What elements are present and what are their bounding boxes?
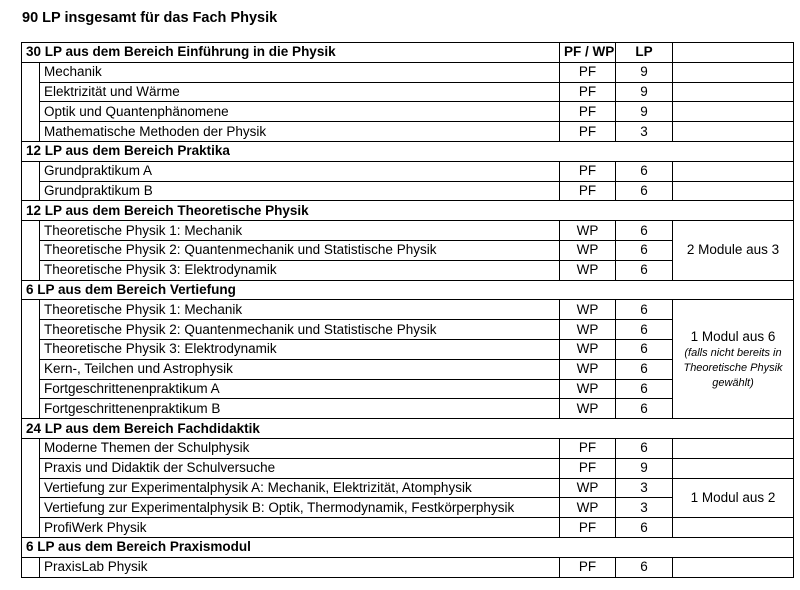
module-name: Theoretische Physik 3: Elektrodynamik: [40, 260, 560, 280]
section-header-row: [22, 280, 794, 300]
section-header-row: [22, 419, 794, 439]
module-type: WP: [560, 320, 616, 340]
module-name: PraxisLab Physik: [40, 557, 560, 577]
module-type: PF: [560, 181, 616, 201]
module-lp: 3: [616, 122, 673, 142]
section-title: 24 LP aus dem Bereich Fachdidaktik: [22, 419, 794, 439]
module-type: PF: [560, 557, 616, 577]
table-row: [22, 122, 794, 142]
module-type: PF: [560, 518, 616, 538]
module-type: WP: [560, 221, 616, 241]
module-type: WP: [560, 399, 616, 419]
module-type: WP: [560, 478, 616, 498]
module-type: PF: [560, 458, 616, 478]
module-name: Theoretische Physik 3: Elektrodynamik: [40, 339, 560, 359]
module-type: WP: [560, 339, 616, 359]
section-header-row: [22, 201, 794, 221]
module-lp: 6: [616, 320, 673, 340]
section-title: 12 LP aus dem Bereich Theoretische Physik: [22, 201, 794, 221]
module-type: PF: [560, 62, 616, 82]
module-lp: 6: [616, 161, 673, 181]
section-header-row: [22, 141, 794, 161]
table-row: [22, 221, 794, 241]
module-type: WP: [560, 359, 616, 379]
module-type: PF: [560, 122, 616, 142]
module-type: PF: [560, 102, 616, 122]
module-name: Mathematische Methoden der Physik: [40, 122, 560, 142]
module-lp: 6: [616, 339, 673, 359]
module-type: WP: [560, 240, 616, 260]
module-name: Grundpraktikum A: [40, 161, 560, 181]
section-title: 6 LP aus dem Bereich Praxismodul: [22, 537, 794, 557]
module-type: WP: [560, 260, 616, 280]
page-title: 90 LP insgesamt für das Fach Physik: [22, 10, 278, 26]
table-row: [22, 181, 794, 201]
module-name: Elektrizität und Wärme: [40, 82, 560, 102]
table-row: [22, 300, 794, 320]
table-row: [22, 62, 794, 82]
module-name: Optik und Quantenphänomene: [40, 102, 560, 122]
module-type: PF: [560, 438, 616, 458]
selection-note-detail: (falls nicht bereits in Theoretische Physik gewählt): [683, 346, 783, 389]
table-row: [22, 478, 794, 498]
module-name: Vertiefung zur Experimentalphysik A: Mechanik, Elektrizität, Atomphysik: [40, 478, 560, 498]
module-name: Fortgeschrittenenpraktikum A: [40, 379, 560, 399]
module-name: Theoretische Physik 1: Mechanik: [40, 300, 560, 320]
module-lp: 6: [616, 557, 673, 577]
module-table: [21, 42, 794, 578]
section-title: 6 LP aus dem Bereich Vertiefung: [22, 280, 794, 300]
module-lp: 9: [616, 102, 673, 122]
selection-note: 2 Module aus 3: [673, 221, 794, 280]
selection-note: [673, 300, 794, 419]
module-lp: 6: [616, 399, 673, 419]
section-header-row: [22, 43, 794, 63]
module-type: WP: [560, 498, 616, 518]
module-type: WP: [560, 300, 616, 320]
module-name: Vertiefung zur Experimentalphysik B: Optik, Thermodynamik, Festkörperphysik: [40, 498, 560, 518]
section-title: 30 LP aus dem Bereich Einführung in die Physik: [22, 43, 560, 63]
module-lp: 9: [616, 458, 673, 478]
module-name: Mechanik: [40, 62, 560, 82]
module-lp: 6: [616, 359, 673, 379]
module-lp: 6: [616, 300, 673, 320]
module-name: Kern-, Teilchen und Astrophysik: [40, 359, 560, 379]
table-row: [22, 557, 794, 577]
selection-note: 1 Modul aus 2: [673, 478, 794, 518]
table-row: [22, 438, 794, 458]
module-name: Theoretische Physik 2: Quantenmechanik und Statistische Physik: [40, 240, 560, 260]
module-type: PF: [560, 161, 616, 181]
table-row: [22, 458, 794, 478]
selection-note-main: 1 Modul aus 6: [690, 328, 776, 344]
module-lp: 6: [616, 379, 673, 399]
module-lp: 3: [616, 478, 673, 498]
lp-header: LP: [616, 43, 673, 63]
section-header-row: [22, 537, 794, 557]
module-name: Fortgeschrittenenpraktikum B: [40, 399, 560, 419]
module-name: Grundpraktikum B: [40, 181, 560, 201]
module-lp: 6: [616, 260, 673, 280]
module-lp: 6: [616, 221, 673, 241]
table-row: [22, 518, 794, 538]
table-row: [22, 82, 794, 102]
module-lp: 6: [616, 240, 673, 260]
module-name: Theoretische Physik 1: Mechanik: [40, 221, 560, 241]
table-row: [22, 102, 794, 122]
module-name: Moderne Themen der Schulphysik: [40, 438, 560, 458]
module-lp: 6: [616, 518, 673, 538]
module-lp: 6: [616, 438, 673, 458]
table-row: [22, 161, 794, 181]
module-type: WP: [560, 379, 616, 399]
module-lp: 9: [616, 82, 673, 102]
pf-wp-header: PF / WP: [560, 43, 616, 63]
module-name: Theoretische Physik 2: Quantenmechanik und Statistische Physik: [40, 320, 560, 340]
module-name: Praxis und Didaktik der Schulversuche: [40, 458, 560, 478]
section-title: 12 LP aus dem Bereich Praktika: [22, 141, 794, 161]
module-lp: 3: [616, 498, 673, 518]
module-type: PF: [560, 82, 616, 102]
module-lp: 9: [616, 62, 673, 82]
module-lp: 6: [616, 181, 673, 201]
module-name: ProfiWerk Physik: [40, 518, 560, 538]
